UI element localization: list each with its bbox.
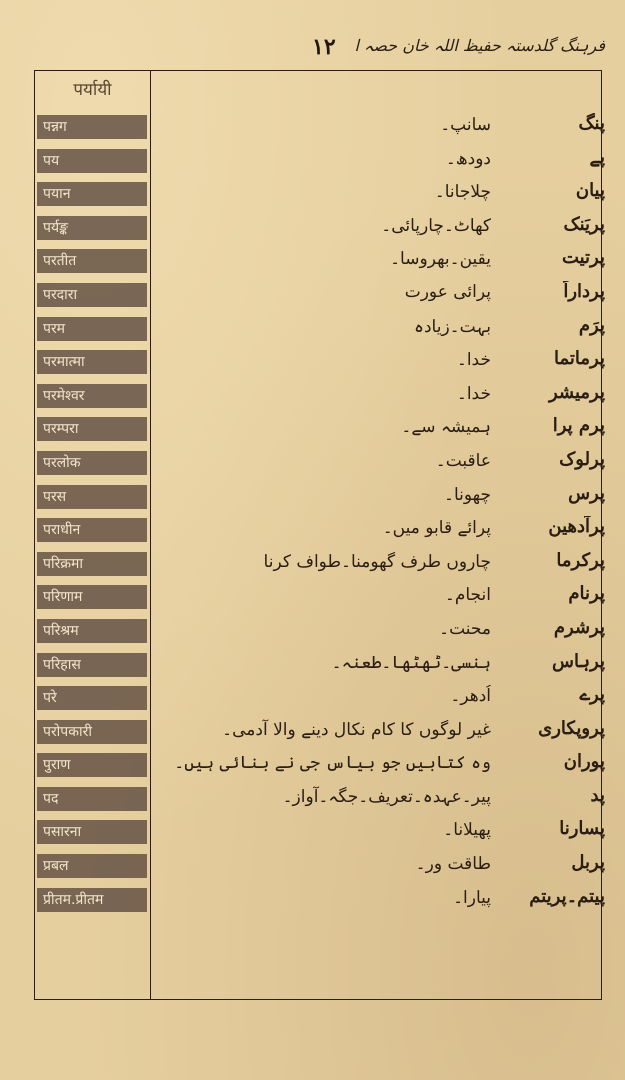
urdu-headword: پنگ xyxy=(578,113,605,134)
hindi-word: परिश्रम xyxy=(37,619,147,643)
urdu-meaning: غیر لوگوں کا کام نکال دینے والا آدمی۔ xyxy=(222,719,491,740)
urdu-meaning: ہنسی۔ٹھٹھا۔طعنہ۔ xyxy=(331,652,491,673)
urdu-headword: پرس xyxy=(568,482,605,504)
table-row xyxy=(35,581,605,615)
page-number: ١٢ xyxy=(312,34,336,60)
urdu-headword: پرلوک xyxy=(559,448,605,470)
table-row xyxy=(35,716,605,750)
urdu-meaning: پیارا۔ xyxy=(453,887,491,908)
hindi-word: पर्यङ्क xyxy=(37,216,147,240)
hindi-word: पद xyxy=(37,787,147,811)
urdu-meaning: یقین۔بھروسا۔ xyxy=(390,249,491,270)
table-row xyxy=(35,682,605,716)
urdu-headword: پرے xyxy=(579,684,605,706)
urdu-meaning: انجام۔ xyxy=(444,585,491,606)
hindi-word: पय xyxy=(37,149,147,173)
table-row xyxy=(35,850,605,884)
hindi-word: परिहास xyxy=(37,653,147,677)
table-row xyxy=(35,514,605,548)
table-row xyxy=(35,884,605,918)
urdu-meaning: چھونا۔ xyxy=(444,484,491,505)
hindi-word: परे xyxy=(37,686,147,710)
urdu-headword: پریَنک xyxy=(563,213,605,235)
hindi-column-header: पर्यायी xyxy=(73,80,112,100)
urdu-meaning: خدا۔ xyxy=(456,383,491,404)
urdu-meaning: اُدھر۔ xyxy=(450,686,491,707)
hindi-word: परिणाम xyxy=(37,585,147,609)
hindi-word: पन्नग xyxy=(37,115,147,139)
glossary-rows xyxy=(35,111,605,917)
urdu-headword: پروپکاری xyxy=(538,717,605,739)
urdu-headword: پرم پرا xyxy=(552,415,605,437)
urdu-headword: پرآدھین xyxy=(548,516,605,538)
urdu-meaning: پیر۔عہدہ۔تعریف۔جگہ۔آواز۔ xyxy=(282,786,491,807)
urdu-headword: پربل xyxy=(571,852,605,874)
urdu-meaning: ہمیشہ سے۔ xyxy=(401,417,491,438)
hindi-word: पयान xyxy=(37,182,147,206)
hindi-word: प्रबल xyxy=(37,854,147,878)
hindi-word: परम्परा xyxy=(37,417,147,441)
urdu-headword: پیان xyxy=(575,180,605,202)
table-row xyxy=(35,649,605,683)
table-row xyxy=(35,111,605,145)
urdu-meaning: پرائے قابو میں۔ xyxy=(382,518,491,539)
hindi-word: परदारा xyxy=(37,283,147,307)
urdu-meaning: سانپ۔ xyxy=(440,115,491,135)
urdu-meaning: دودھ۔ xyxy=(445,148,491,169)
urdu-meaning: کھاٹ۔چارپائی۔ xyxy=(381,215,491,236)
urdu-headword: پرتیت xyxy=(561,247,605,269)
urdu-meaning: پھیلانا۔ xyxy=(443,820,491,841)
table-row xyxy=(35,413,605,447)
hindi-word: प्रीतम.प्रीतम xyxy=(37,888,147,912)
urdu-headword: پرمیشر xyxy=(548,381,605,403)
hindi-word: परतीत xyxy=(37,249,147,273)
urdu-headword: پرشرم xyxy=(553,616,605,638)
table-row xyxy=(35,548,605,582)
table-row xyxy=(35,245,605,279)
table-row xyxy=(35,145,605,179)
urdu-meaning: وہ کتابیں جو بیاس جی نے بنائی ہیں۔ xyxy=(174,753,491,774)
urdu-headword: پیتم۔پریتم xyxy=(529,885,605,907)
urdu-meaning: چاروں طرف گھومنا۔طواف کرنا xyxy=(263,551,491,572)
urdu-headword: پرہاس xyxy=(552,650,605,672)
table-row xyxy=(35,615,605,649)
hindi-word: परस xyxy=(37,485,147,509)
urdu-meaning: عاقبت۔ xyxy=(435,450,491,471)
hindi-word: परोपकारी xyxy=(37,720,147,744)
urdu-headword: پرماتما xyxy=(554,348,605,370)
table-row xyxy=(35,380,605,414)
hindi-word: पराधीन xyxy=(37,518,147,542)
urdu-headword: پرداراً xyxy=(563,280,605,302)
glossary-table xyxy=(34,70,605,1000)
hindi-word: परमेश्वर xyxy=(37,384,147,408)
urdu-headword: پرنام xyxy=(568,583,605,605)
table-row xyxy=(35,346,605,380)
table-row xyxy=(35,481,605,515)
table-row xyxy=(35,749,605,783)
page-header xyxy=(0,34,625,64)
urdu-meaning: چلاجانا۔ xyxy=(434,182,491,203)
running-title: فرہنگ گلدستہ حفیظ اللہ خان حصہ ا xyxy=(354,36,605,55)
hindi-word: पुराण xyxy=(37,753,147,777)
hindi-word: परलोक xyxy=(37,451,147,475)
hindi-word: परिक्रमा xyxy=(37,552,147,576)
urdu-headword: پے xyxy=(589,146,605,168)
hindi-word: पसारना xyxy=(37,820,147,844)
table-row xyxy=(35,212,605,246)
table-row xyxy=(35,816,605,850)
table-row xyxy=(35,783,605,817)
urdu-headword: پد xyxy=(590,784,605,806)
urdu-headword: پوران xyxy=(563,751,605,773)
urdu-meaning: محنت۔ xyxy=(439,618,491,639)
urdu-headword: پرَم xyxy=(578,314,605,336)
urdu-meaning: خدا۔ xyxy=(456,350,491,371)
table-row xyxy=(35,178,605,212)
hindi-word: परम xyxy=(37,317,147,341)
table-row xyxy=(35,279,605,313)
urdu-meaning: بہت۔زیادہ xyxy=(414,316,491,337)
urdu-meaning: پرائی عورت xyxy=(404,281,491,302)
table-row xyxy=(35,447,605,481)
hindi-word: परमात्मा xyxy=(37,350,147,374)
table-row xyxy=(35,313,605,347)
urdu-meaning: طاقت ور۔ xyxy=(415,854,491,875)
urdu-headword: پرکرما xyxy=(556,549,605,571)
urdu-headword: پسارنا xyxy=(559,818,605,840)
